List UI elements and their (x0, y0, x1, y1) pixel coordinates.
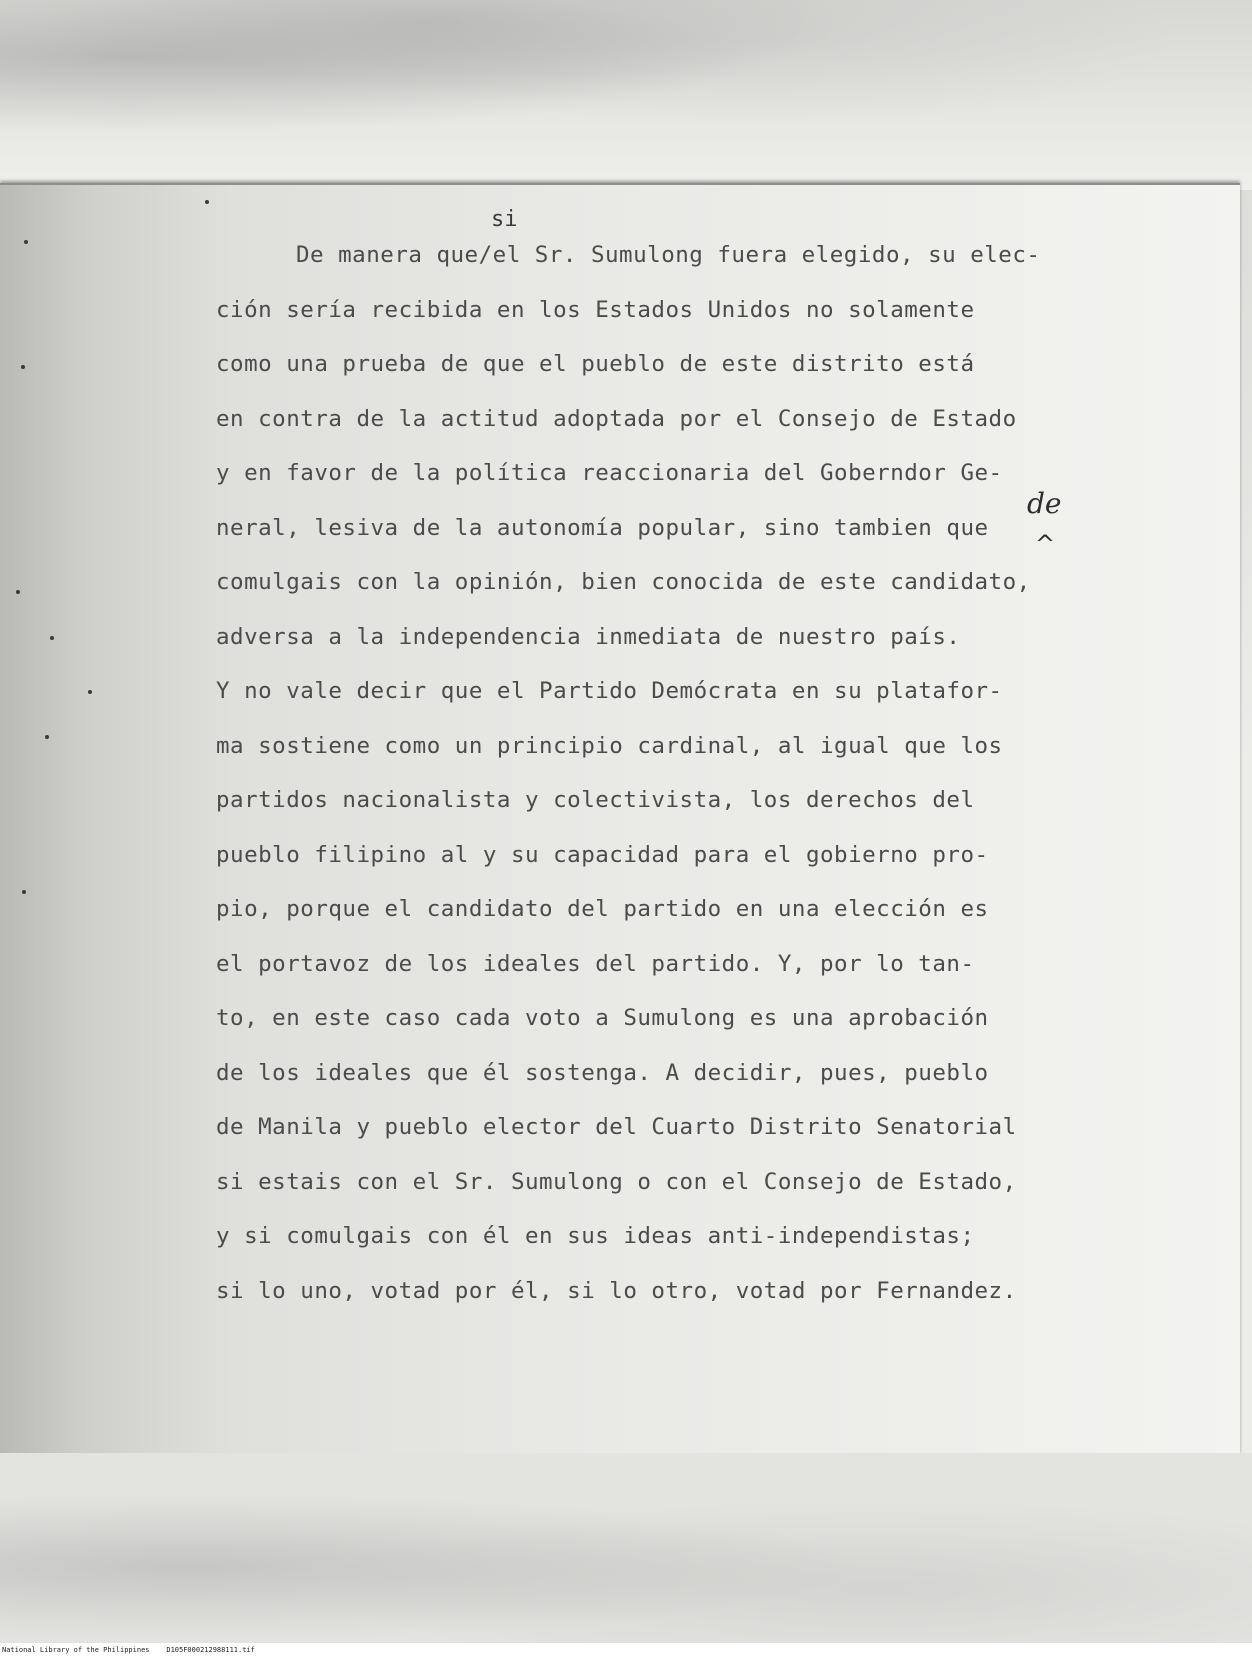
handwritten-insertion-de: de (1027, 487, 1062, 520)
text-line: pio, porque el candidato del partido en una elección es (216, 896, 989, 922)
scan-bottom-fringe (0, 1453, 1252, 1643)
archive-footer-caption: National Library of the Philippines D105F000212988111.tif (0, 1643, 1252, 1658)
text-line: adversa a la independencia inmediata de nuestro país. (216, 623, 961, 650)
text-line: y en favor de la política reaccionaria del Goberndor Ge- (216, 460, 1003, 486)
text-line: como una prueba de que el pueblo de este distrito está (216, 351, 975, 377)
ink-speck (45, 735, 49, 739)
text-line: y si comulgais con él en sus ideas anti-independistas; (216, 1223, 975, 1249)
text-line: Y no vale decir que el Partido Demócrata en su platafor- (216, 678, 1003, 704)
text-line: to, en este caso cada voto a Sumulong es una aprobación (216, 1005, 989, 1031)
text-line: partidos nacionalista y colectivista, los derechos del (216, 787, 975, 813)
ink-speck (16, 590, 20, 594)
ink-speck (22, 890, 26, 894)
text-line: ción sería recibida en los Estados Unidos no solamente (216, 296, 975, 323)
text-line: si estais con el Sr. Sumulong o con el Consejo de Estado, (216, 1168, 1017, 1195)
ink-speck (50, 636, 54, 640)
text-line: en contra de la actitud adoptada por el Consejo de Estado (216, 405, 1017, 432)
typewritten-body (216, 228, 1176, 1318)
ink-speck (205, 200, 209, 204)
text-line: pueblo filipino al y su capacidad para el gobierno pro- (216, 841, 989, 868)
typed-insertion-si: si (491, 207, 518, 232)
ink-speck (21, 365, 25, 369)
insertion-caret-mark: ^ (1035, 530, 1056, 558)
text-line: el portavoz de los ideales del partido. Y, por lo tan- (216, 950, 975, 977)
ink-speck (88, 690, 92, 694)
text-line: si lo uno, votad por él, si lo otro, votad por Fernandez. (216, 1277, 1017, 1304)
scan-top-fringe (0, 0, 1252, 190)
text-line: de Manila y pueblo elector del Cuarto Distrito Senatorial (216, 1114, 1017, 1140)
text-line: ma sostiene como un principio cardinal, al igual que los (216, 732, 1003, 759)
text-line: de los ideales que él sostenga. A decidir, pues, pueblo (216, 1059, 989, 1086)
text-line: comulgais con la opinión, bien conocida de este candidato, (216, 569, 1031, 595)
text-line: De manera que/el Sr. Sumulong fuera elegido, su elec- (296, 242, 1041, 268)
ink-speck (24, 240, 28, 244)
text-line: neral, lesiva de la autonomía popular, sino tambien que (216, 514, 989, 541)
